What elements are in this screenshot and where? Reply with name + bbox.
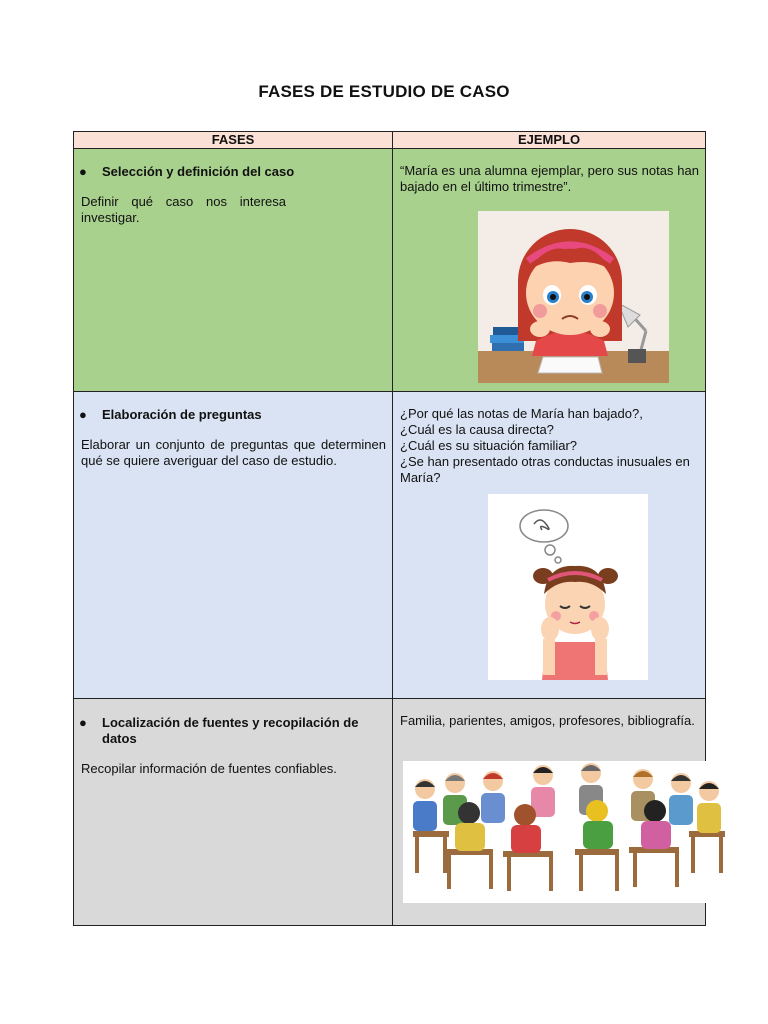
example-line: ¿Se han presentado otras conductas inusuales en María? (400, 454, 690, 485)
example-line: ¿Cuál es su situación familiar? (400, 438, 578, 453)
page-title: FASES DE ESTUDIO DE CASO (258, 82, 510, 101)
sad-student-illustration-icon (478, 211, 669, 383)
group-circle-illustration-icon (403, 761, 733, 903)
header-ejemplo: EJEMPLO (393, 132, 706, 149)
table-row (74, 392, 706, 699)
phase-title: ● Localización de fuentes y recopilación de datos (79, 715, 359, 746)
example-cell (393, 392, 706, 699)
bullet-icon: ● (79, 715, 87, 730)
phase-description: Definir qué caso nos interesa investigar. (81, 194, 286, 225)
example-cell (393, 699, 706, 926)
example-line: ¿Cuál es la causa directa? (400, 422, 554, 437)
example-line: ¿Por qué las notas de María han bajado?, (400, 406, 643, 421)
phase-description: Recopilar información de fuentes confiables. (81, 761, 337, 776)
phase-description: Elaborar un conjunto de preguntas que determinen qué se quiere averiguar del caso de estudio. (81, 437, 386, 468)
example-text: Familia, parientes, amigos, profesores, bibliografía. (400, 713, 695, 728)
phase-cell (74, 149, 393, 392)
phases-table (73, 131, 706, 926)
example-cell (393, 149, 706, 392)
header-fases: FASES (74, 132, 393, 149)
phase-cell (74, 699, 393, 926)
phase-title: ● Selección y definición del caso (79, 164, 295, 179)
bullet-icon: ● (79, 164, 87, 179)
table-row (74, 149, 706, 392)
thinking-girl-illustration-icon (488, 494, 648, 680)
bullet-icon: ● (79, 407, 87, 422)
table-header-row (74, 132, 706, 149)
table-row (74, 699, 706, 926)
phase-title: ● Elaboración de preguntas (79, 407, 262, 422)
phase-cell (74, 392, 393, 699)
example-text: “María es una alumna ejemplar, pero sus notas han bajado en el último trimestre”. (400, 163, 699, 194)
